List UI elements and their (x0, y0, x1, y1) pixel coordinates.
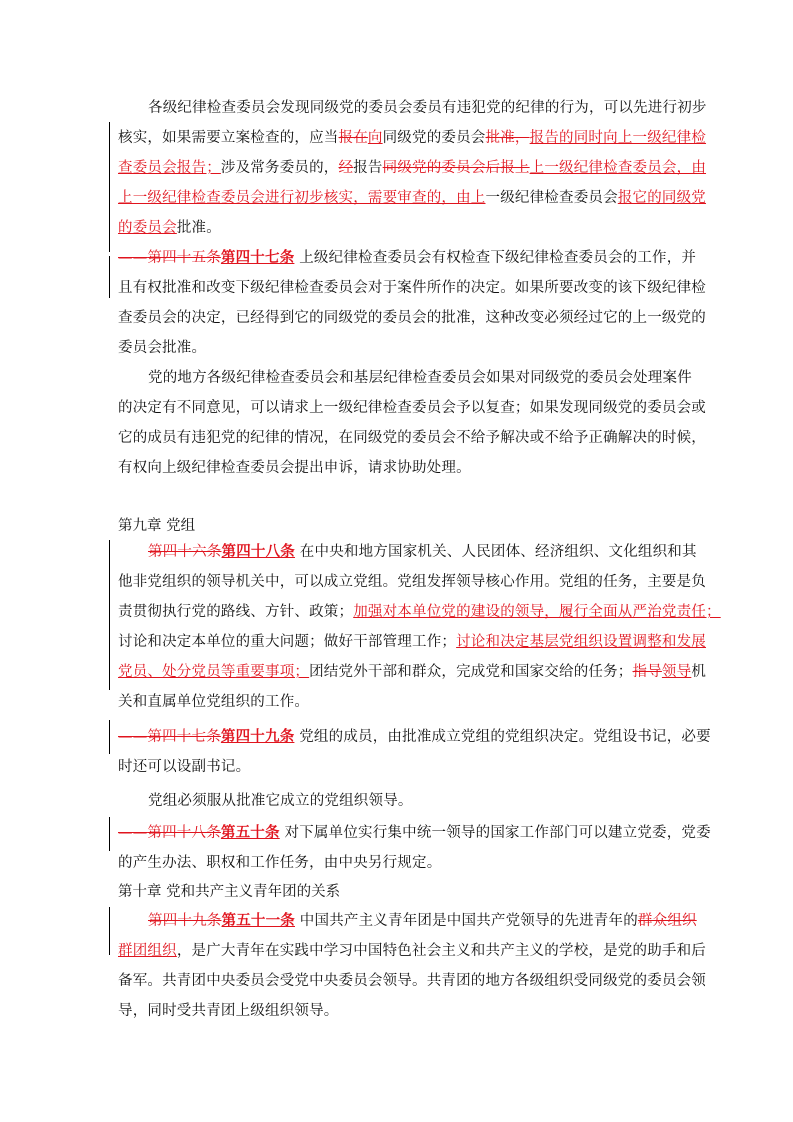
inserted-text: 上一级纪律检查委员会进行初步核实，需要审查的，由上 (118, 190, 486, 206)
article-48 (118, 537, 721, 717)
article-47 (118, 243, 706, 363)
change-bar (109, 720, 110, 754)
text-line: 查委员会的决定，已经得到它的同级党的委员会的批准，这种改变必须经过它的上一级党的 (118, 310, 706, 326)
text-line: 且有权批准和改变下级纪律检查委员会对于案件所作的决定。如果所要改变的该下级纪律检 (118, 280, 706, 296)
inserted-text: 向 (367, 130, 383, 146)
text-line: 有权向上级纪律检查委员会提出申诉，请求协助处理。 (118, 460, 471, 476)
deleted-text: 经 (338, 160, 354, 176)
text-line: 的产生办法、职权和工作任务，由中央另行规定。 (118, 855, 442, 871)
change-bar (109, 907, 110, 955)
article-number-inserted: 第四十八条 (221, 543, 295, 560)
text-line: 上一级纪律检查委员会进行初步核实，需要审查的，由上一级纪律检查委员会报它的同级党 (118, 190, 707, 206)
chapter-heading: 第十章 党和共产主义青年团的关系 (118, 884, 341, 900)
inserted-text: 上一级纪律检查委员会，由 (529, 160, 707, 176)
article-number-inserted: 第四十七条 (220, 249, 295, 266)
text-line: ——第四十五条第四十七条 上级纪律检查委员会有权检查下级纪律检查委员会的工作，并 (118, 249, 697, 266)
text-line: 导，同时受共青团上级组织领导。 (118, 1003, 339, 1019)
text-line: 第四十六条第四十八条 在中央和地方国家机关、人民团体、经济组织、文化组织和其 (148, 543, 697, 560)
text-line: 它的成员有违犯党的纪律的情况，在同级党的委员会不给予解决或不给予正确解决的时候， (118, 430, 706, 446)
text-line: 核实，如果需要立案检查的，应当报在向同级党的委员会批准，报告的同时向上一级纪律检 (118, 130, 707, 146)
text-line: 责贯彻执行党的路线、方针、政策；加强对本单位党的建设的领导，履行全面从严治党责任； (118, 604, 721, 620)
paragraph-party-group (118, 786, 680, 816)
inserted-text: 报告的同时向上一级纪律检 (529, 130, 707, 146)
article-number-inserted: 第五十条 (220, 824, 280, 841)
paragraph-local-commission (118, 363, 706, 483)
text-line: 党的地方各级纪律检查委员会和基层纪律检查委员会如果对同级党的委员会处理案件 (148, 370, 692, 386)
deleted-text: 报在 (338, 130, 368, 146)
inserted-text: 讨论和决定基层党组织设置调整和发展 (456, 634, 707, 650)
deleted-text: 指导 (632, 664, 662, 680)
change-bar (109, 256, 110, 298)
article-51 (118, 906, 707, 1026)
text-line: 他非党组织的领导机关中，可以成立党组。党组发挥领导核心作用。党组的任务，主要是负 (118, 574, 706, 590)
text-line: 查委员会报告；涉及常务委员的，经报告同级党的委员会后报上上一级纪律检查委员会，由 (118, 160, 707, 176)
article-number-inserted: 第五十一条 (221, 912, 295, 929)
deleted-text: 同级党的委员会后报上 (382, 160, 530, 176)
text-line: 的决定有不同意见，可以请求上一级纪律检查委员会予以复查；如果发现同级党的委员会或 (118, 400, 706, 416)
deleted-text: 批准， (485, 130, 530, 146)
text-line: 群团组织，是广大青年在实践中学习中国特色社会主义和共产主义的学校，是党的助手和后 (118, 943, 707, 959)
article-50 (118, 818, 711, 878)
text-line: 党员、处分党员等重要事项；团结党外干部和群众，完成党和国家交给的任务；指导领导机 (118, 664, 707, 680)
text-line: 各级纪律检查委员会发现同级党的委员会委员有违犯党的纪律的行为，可以先进行初步 (148, 100, 707, 116)
text-line: 讨论和决定本单位的重大问题；做好干部管理工作；讨论和决定基层党组织设置调整和发展 (118, 634, 707, 650)
chapter-heading: 第九章 党组 (118, 518, 196, 534)
text-line: 时还可以设副书记。 (118, 759, 251, 775)
inserted-text: 查委员会报告； (118, 160, 221, 176)
article-49 (118, 722, 711, 782)
text-line: 委员会批准。 (118, 340, 207, 356)
text-line: ——第四十八条第五十条 对下属单位实行集中统一领导的国家工作部门可以建立党委，党委 (118, 824, 711, 841)
inserted-text: 党员、处分党员等重要事项； (118, 664, 310, 680)
article-number-deleted: 第四十六条 (148, 544, 222, 560)
inserted-text: 报它的同级党 (617, 190, 707, 206)
inserted-text: 群团组织 (118, 943, 177, 959)
inserted-text: 加强对本单位党的建设的领导，履行全面从严治党责任； (353, 604, 721, 620)
article-number-inserted: 第四十九条 (220, 728, 295, 745)
text-line: ——第四十七条第四十九条 党组的成员，由批准成立党组的党组织决定。党组设书记，必要 (118, 728, 711, 745)
article-number-deleted: 第四十九条 (148, 913, 222, 929)
change-bar (109, 122, 110, 252)
change-bar (109, 817, 110, 851)
article-number-deleted: 第四十八条 (147, 825, 221, 841)
text-line: 党组必须服从批准它成立的党组织领导。 (148, 793, 413, 809)
change-bar (109, 540, 110, 690)
text-line: 第四十九条第五十一条 中国共产主义青年团是中国共产党领导的先进青年的群众组织 (148, 912, 697, 929)
deleted-text: 群众组织 (637, 913, 697, 929)
text-line: 的委员会批准。 (118, 220, 221, 236)
inserted-text: 的委员会 (118, 220, 177, 236)
text-line: 备军。共青团中央委员会受党中央委员会领导。共青团的地方各级组织受同级党的委员会领 (118, 973, 706, 989)
inserted-text: 领导 (661, 664, 692, 680)
paragraph-discipline-inspection (118, 93, 707, 243)
article-number-deleted: 第四十五条 (147, 250, 221, 266)
article-number-deleted: 第四十七条 (147, 729, 221, 745)
text-line: 关和直属单位党组织的工作。 (118, 694, 310, 710)
